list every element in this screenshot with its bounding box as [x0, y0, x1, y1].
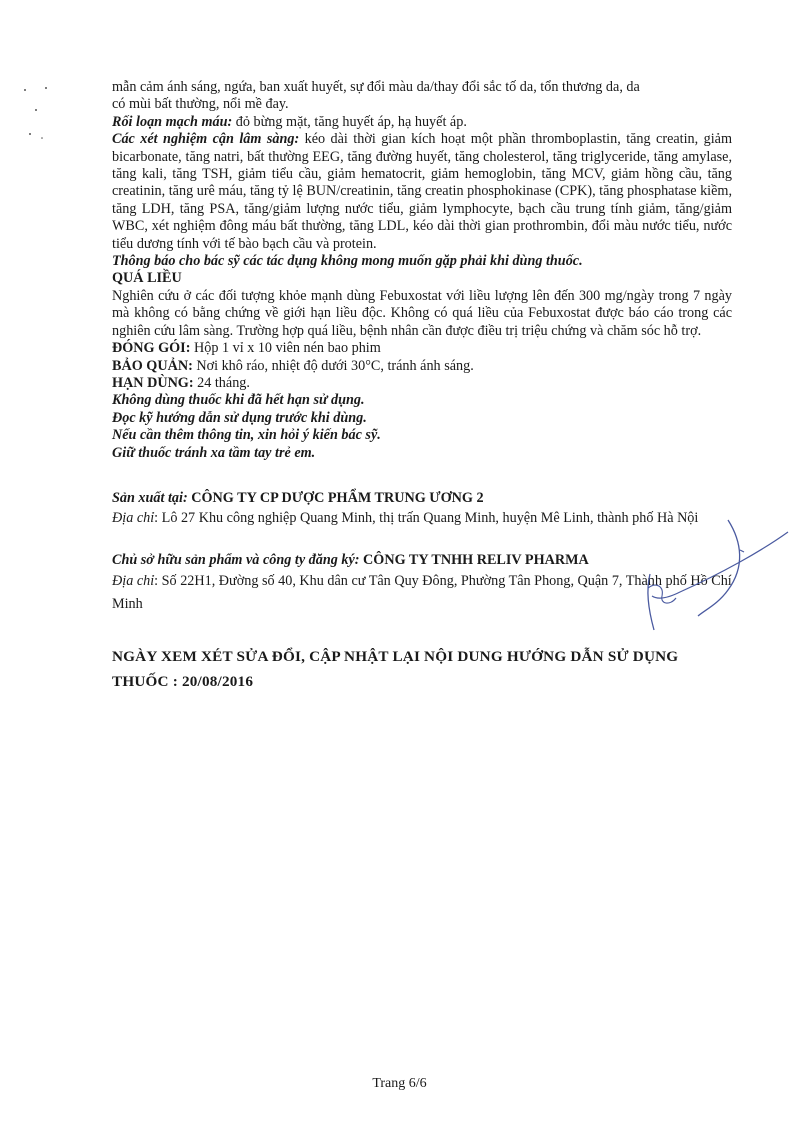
owner-label: Chủ sở hữu sản phẩm và công ty đăng ký:: [112, 552, 360, 569]
warning-line: Giữ thuốc tránh xa tầm tay trẻ em.: [112, 444, 316, 461]
expiry: [112, 375, 732, 392]
warning-line: Không dùng thuốc khi đã hết hạn sử dụng.: [112, 392, 365, 409]
lab-tests-label: Các xét nghiệm cận lâm sàng:: [112, 131, 300, 148]
storage: [112, 358, 732, 375]
vascular-disorders: [112, 114, 732, 131]
spacer: [112, 462, 732, 490]
packaging-label: ĐÓNG GÓI:: [112, 340, 191, 357]
lab-tests: [112, 131, 732, 253]
lab-tests-text: kéo dài thời gian kích hoạt một phần thromboplastin, tăng creatin, giảm bicarbonate, tăng natri, bất thường EEG, tăng đường huyết, tăng cholesterol, tăng triglyceride, tăng amylase, tăng kali, tăng TSH, giảm tiểu cầu, giảm hematocrit, giảm hemoglobin, tăng MCV, giảm hồng cầu, tăng creatinin, tăng urê máu, tăng tỷ lệ BUN/creatinin, tăng creatin phosphokinase (CPK), tăng phosphatase kiềm, tăng LDH, tăng PSA, tăng/giảm lượng nước tiểu, giảm lymphocyte, bạch cầu trung tính giảm, tăng/giảm WBC, xét nghiệm đông máu bất thường, tăng LDL, kéo dài thời gian prothrombin, đổi màu nước tiểu, nước tiểu dương tính với tế bào bạch cầu và protein.: [112, 131, 732, 252]
storage-text: Nơi khô ráo, nhiệt độ dưới 30°C, tránh ánh sáng.: [192, 357, 474, 374]
vascular-text: đỏ bừng mặt, tăng huyết áp, hạ huyết áp.: [232, 113, 467, 130]
owner-address-text: : Số 22H1, Đường số 40, Khu dân cư Tân Quy Đông, Phường Tân Phong, Quận 7, Thành phố Hồ Chí Minh: [112, 572, 732, 612]
warning-line: Nếu cần thêm thông tin, xin hỏi ý kiến bác sỹ.: [112, 427, 381, 444]
warning-line: Đọc kỹ hướng dẫn sử dụng trước khi dùng.: [112, 409, 367, 426]
skin-effects-line-2: có mùi bất thường, nổi mề đay.: [112, 96, 289, 113]
notify-doctor-note: Thông báo cho bác sỹ các tác dụng không mong muốn gặp phải khi dùng thuốc.: [112, 253, 583, 270]
overdose-text: Nghiên cứu ở các đối tượng khỏe mạnh dùng Febuxostat với liều lượng lên đến 300 mg/ngày trong 7 ngày mà không có bằng chứng về giới hạn liều độc. Không có quá liều của Febuxostat được báo cáo trong các nghiên cứu lâm sàng. Trường hợp quá liều, bệnh nhân cần được điều trị triệu chứng và chăm sóc hỗ trợ.: [112, 287, 732, 339]
manufacturer-name: CÔNG TY CP DƯỢC PHẨM TRUNG ƯƠNG 2: [187, 489, 484, 506]
owner-address-label: Địa chỉ: [112, 572, 155, 589]
manufacturer-line: [112, 490, 732, 507]
manufacturer-label: Sản xuất tại:: [112, 489, 188, 506]
signature-mark: [610, 512, 790, 642]
packaging: [112, 340, 732, 357]
scan-specks: [22, 86, 62, 156]
manufacturer-address-label: Địa chỉ: [112, 510, 155, 527]
packaging-text: Hộp 1 vỉ x 10 viên nén bao phim: [190, 340, 381, 357]
vascular-label: Rối loạn mạch máu:: [112, 113, 233, 130]
review-date: NGÀY XEM XÉT SỬA ĐỔI, CẬP NHẬT LẠI NỘI DUNG HƯỚNG DẪN SỬ DỤNG THUỐC : 20/08/2016: [112, 647, 679, 690]
manufacturer-address-text: : Lô 27 Khu công nghiệp Quang Minh, thị trấn Quang Minh, huyện Mê Linh, thành phố Hà Nội: [154, 510, 699, 527]
expiry-label: HẠN DÙNG:: [112, 374, 194, 391]
expiry-text: 24 tháng.: [193, 374, 250, 391]
page-number: Trang 6/6: [372, 1076, 427, 1091]
skin-effects-line-1: mẫn cảm ánh sáng, ngứa, ban xuất huyết, sự đổi màu da/thay đổi sắc tố da, tổn thương da, da: [112, 79, 640, 95]
overdose-heading: QUÁ LIỀU: [112, 270, 182, 287]
storage-label: BẢO QUẢN:: [112, 357, 193, 374]
owner-name: CÔNG TY TNHH RELIV PHARMA: [359, 552, 589, 569]
